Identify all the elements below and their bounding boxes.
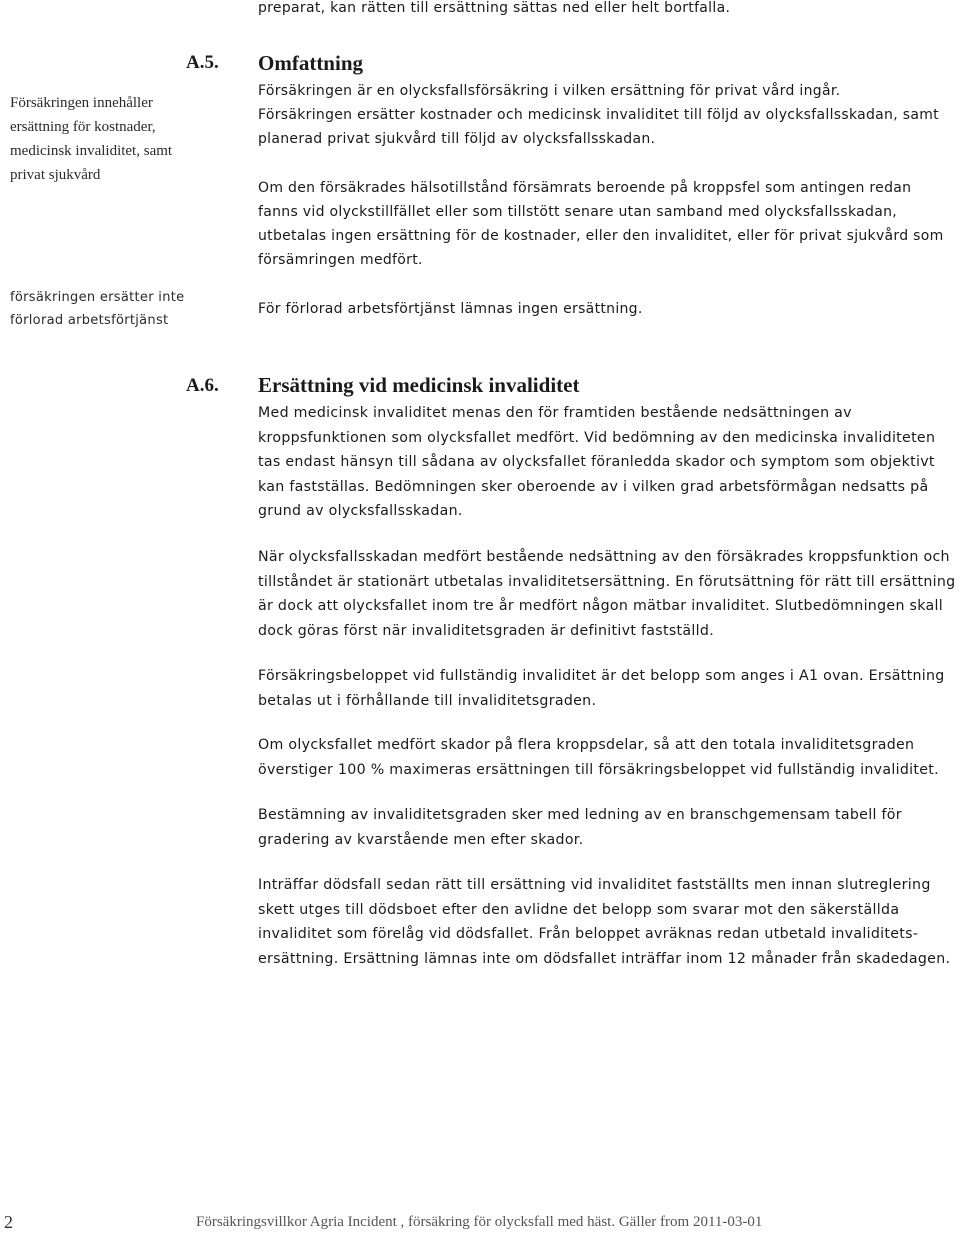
section-a5-paragraph-2 <box>258 176 960 272</box>
text-line: Bestämning av invaliditetsgraden sker med ledning av en branschgemensam tabell för <box>258 807 902 823</box>
text-line: grund av olycksfallsskadan. <box>258 503 463 519</box>
margin-note-line: försäkringen ersätter inte <box>10 290 185 305</box>
text-line: skett utges till dödsboet efter den avlidne det belopp som svarar mot den säkerställda <box>258 901 900 918</box>
text-line: fanns vid olyckstillfället eller som tillstött senare utan samband med olycksfallsskadan, <box>258 204 897 220</box>
text-line: tas endast hänsyn till sådana av olycksfallet föranledda skador och symptom som objektivt <box>258 454 935 470</box>
section-a6-paragraph-6 <box>258 873 960 971</box>
section-a6-paragraph-3 <box>258 664 960 713</box>
text-line: är dock att olycksfallet inom tre år medfört någon mätbar invaliditet. Slutbedömningen skall <box>258 598 943 614</box>
text-line: försämringen medfört. <box>258 252 423 268</box>
section-a6-paragraph-4 <box>258 733 960 782</box>
margin-note-line: privat sjukvård <box>10 167 101 183</box>
margin-note-coverage <box>10 91 185 187</box>
footer-text: Försäkringsvillkor Agria Incident , försäkring för olycksfall med häst. Gäller from 2011-03-01 <box>196 1214 763 1230</box>
section-a6-paragraph-2 <box>258 545 960 643</box>
text-line: överstiger 100 % maximeras ersättningen till försäkringsbeloppet vid fullständig invaliditet. <box>258 761 939 778</box>
section-a6-paragraph-1 <box>258 401 960 524</box>
text-line: dock göras först när invaliditetsgraden är definitivt fastställd. <box>258 622 715 639</box>
text-line: För förlorad arbetsförtjänst lämnas ingen ersättning. <box>258 301 643 317</box>
text-line: tillståndet är stationärt utbetalas invaliditetsersättning. En förutsättning för rätt till ersättning <box>258 573 956 590</box>
margin-note-line: ersättning för kostnader, <box>10 119 156 135</box>
text-line: planerad privat sjukvård till följd av olycksfallsskadan. <box>258 131 656 147</box>
text-line: Om olycksfallet medfört skador på flera kroppsdelar, så att den totala invaliditetsgraden <box>258 737 915 753</box>
text-line: Med medicinsk invaliditet menas den för framtiden bestående nedsättningen av <box>258 405 852 421</box>
text-line: ersättning. Ersättning lämnas inte om dödsfallet inträffar inom 12 månader från skadedagen. <box>258 950 951 967</box>
page-number: 2 <box>4 1212 13 1232</box>
text-line: Försäkringen ersätter kostnader och medicinsk invaliditet till följd av olycksfallsskadan, samt <box>258 107 939 123</box>
margin-note-exclusion <box>10 286 185 332</box>
section-a5-paragraph-1 <box>258 79 960 151</box>
text-line: Försäkringsbeloppet vid fullständig invaliditet är det belopp som anges i A1 ovan. Ersättning <box>258 668 945 684</box>
text-line: invaliditet som förelåg vid dödsfallet. Från beloppet avräknas redan utbetald invaliditets- <box>258 926 919 942</box>
margin-note-line: medicinsk invaliditet, samt <box>10 143 173 159</box>
section-title: Ersättning vid medicinsk invaliditet <box>258 373 580 397</box>
section-title: Omfattning <box>258 51 363 75</box>
section-a6-paragraph-5 <box>258 803 960 852</box>
section-a5-paragraph-3 <box>258 297 960 321</box>
text-line: När olycksfallsskadan medfört bestående nedsättning av den försäkrades kroppsfunktion och <box>258 549 950 565</box>
text-line: betalas ut i förhållande till invaliditetsgraden. <box>258 692 597 709</box>
text-line: Försäkringen är en olycksfallsförsäkring i vilken ersättning för privat vård ingår. <box>258 83 841 99</box>
margin-note-line: Försäkringen innehåller <box>10 95 153 111</box>
text-line: Inträffar dödsfall sedan rätt till ersättning vid invaliditet fastställts men innan slutreglering <box>258 877 931 893</box>
text-line: kan fastställas. Bedömningen sker oberoende av i vilken grad arbetsförmågan nedsatts på <box>258 478 929 495</box>
text-line: kroppsfunktionen som olycksfallet medfört. Vid bedömning av den medicinska invaliditeten <box>258 429 936 446</box>
continuation-text: preparat, kan rätten till ersättning sättas ned eller helt bortfalla. <box>258 0 731 16</box>
section-number: A.6. <box>186 375 219 396</box>
text-line: gradering av kvarstående men efter skador. <box>258 831 584 848</box>
text-line: utbetalas ingen ersättning för de kostnader, eller den invaliditet, eller för privat sjukvård som <box>258 228 944 244</box>
margin-note-line: förlorad arbetsförtjänst <box>10 313 169 328</box>
section-number: A.5. <box>186 52 219 73</box>
text-line: Om den försäkrades hälsotillstånd försämrats beroende på kroppsfel som antingen redan <box>258 180 912 196</box>
